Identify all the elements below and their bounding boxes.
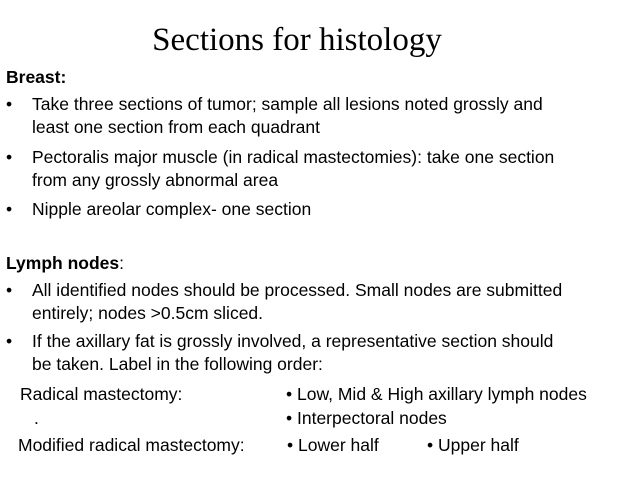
bullet-icon: • — [6, 280, 13, 300]
list-item — [6, 146, 632, 192]
page-title: Sections for histology — [152, 22, 442, 58]
list-item — [6, 93, 632, 139]
lymph-heading — [6, 252, 124, 275]
bullet-icon: • — [6, 147, 13, 167]
radical-mastectomy-label: Radical mastectomy: — [20, 384, 183, 404]
modified-item-lower-half: • Lower half — [287, 435, 379, 455]
modified-radical-label: Modified radical mastectomy: — [18, 435, 245, 455]
radical-item-axillary: • Low, Mid & High axillary lymph nodes — [286, 384, 587, 404]
list-item-text: If the axillary fat is grossly involved, a representative section should be taken. Label in the following order: — [32, 331, 554, 374]
list-item-text: Pectoralis major muscle (in radical mastectomies): take one section from any grossly abnormal area — [32, 147, 555, 190]
list-item-text: All identified nodes should be processed. Small nodes are submitted entirely; nodes >0.5cm sliced. — [32, 280, 563, 323]
list-item-text: Nipple areolar complex- one section — [32, 199, 312, 219]
bullet-icon: • — [6, 331, 13, 351]
dot-mark: . — [34, 408, 39, 428]
lymph-heading-colon: : — [119, 253, 124, 273]
radical-item-interpectoral: • Interpectoral nodes — [286, 408, 447, 428]
modified-item-upper-half: • Upper half — [427, 435, 519, 455]
lymph-heading-label: Lymph nodes — [6, 253, 120, 273]
bullet-icon: • — [6, 94, 13, 114]
breast-heading: Breast: — [6, 67, 67, 87]
list-item-text: Take three sections of tumor; sample all lesions noted grossly and least one section from each quadrant — [32, 94, 543, 137]
bullet-icon: • — [6, 199, 13, 219]
list-item — [6, 198, 632, 221]
list-item — [6, 279, 632, 325]
list-item — [6, 330, 632, 376]
